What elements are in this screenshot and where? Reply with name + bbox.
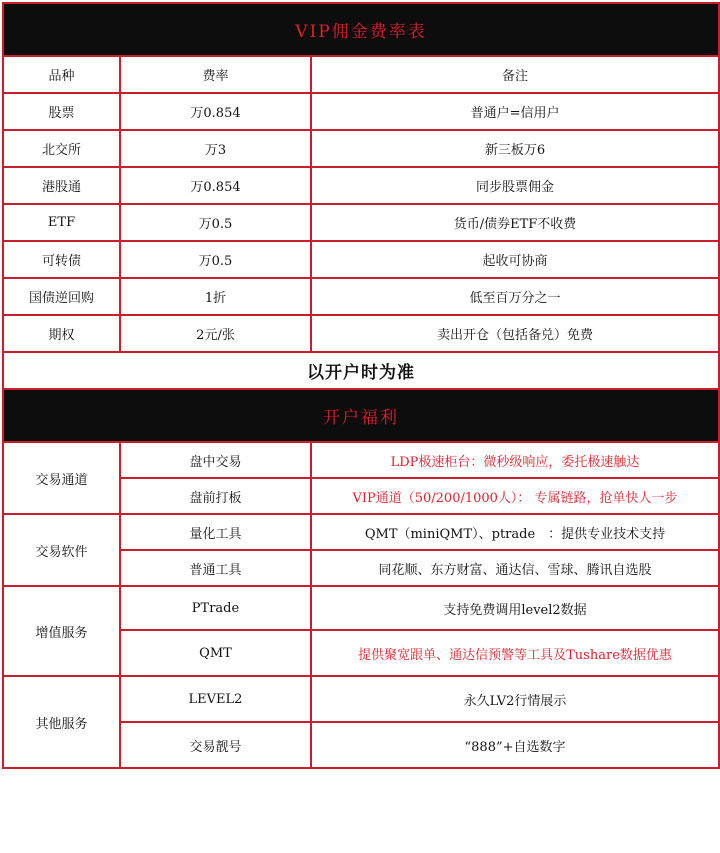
- rate-value: 1折: [120, 278, 311, 315]
- rate-item: 北交所: [3, 130, 120, 167]
- benefit-group: 其他服务: [3, 676, 120, 768]
- benefit-desc: 支持免费调用level2数据: [311, 586, 719, 630]
- rate-item: 港股通: [3, 167, 120, 204]
- rate-value: 万0.5: [120, 204, 311, 241]
- table-title: VIP佣金费率表: [3, 3, 719, 56]
- benefit-group: 交易软件: [3, 514, 120, 586]
- benefit-desc: QMT（miniQMT）、ptrade ：提供专业技术支持: [311, 514, 719, 550]
- table-row: [3, 442, 719, 478]
- benefit-desc: 提供聚宽跟单、通达信预警等工具及Tushare数据优惠: [311, 630, 719, 676]
- benefit-name: QMT: [120, 630, 311, 676]
- benefit-desc: LDP极速柜台：微秒级响应，委托极速触达: [311, 442, 719, 478]
- footer-note: 以开户时为准: [3, 352, 719, 389]
- benefit-name: LEVEL2: [120, 676, 311, 722]
- rate-note: 起收可协商: [311, 241, 719, 278]
- benefit-desc: “888”+自选数字: [311, 722, 719, 768]
- rate-value: 万0.5: [120, 241, 311, 278]
- table-row: [3, 514, 719, 550]
- benefit-name: 普通工具: [120, 550, 311, 586]
- column-header-item: 品种: [3, 56, 120, 93]
- benefit-name: PTrade: [120, 586, 311, 630]
- rate-item: 股票: [3, 93, 120, 130]
- table-row: [3, 241, 719, 278]
- benefit-name: 交易靓号: [120, 722, 311, 768]
- rate-item: 国债逆回购: [3, 278, 120, 315]
- table-row: [3, 93, 719, 130]
- column-header-rate: 费率: [120, 56, 311, 93]
- benefit-name: 量化工具: [120, 514, 311, 550]
- rate-item: 期权: [3, 315, 120, 352]
- rate-note: 低至百万分之一: [311, 278, 719, 315]
- benefit-desc: 永久LV2行情展示: [311, 676, 719, 722]
- table-row: [3, 204, 719, 241]
- benefit-group: 交易通道: [3, 442, 120, 514]
- table-row: [3, 315, 719, 352]
- rate-note: 同步股票佣金: [311, 167, 719, 204]
- rate-value: 2元/张: [120, 315, 311, 352]
- benefit-name: 盘中交易: [120, 442, 311, 478]
- table-row: [3, 586, 719, 630]
- benefit-name: 盘前打板: [120, 478, 311, 514]
- rate-note: 新三板万6: [311, 130, 719, 167]
- rate-value: 万0.854: [120, 93, 311, 130]
- rate-value: 万3: [120, 130, 311, 167]
- rate-note: 卖出开仓（包括备兑）免费: [311, 315, 719, 352]
- benefit-group: 增值服务: [3, 586, 120, 676]
- vip-commission-table: [2, 2, 720, 769]
- table-row: [3, 167, 719, 204]
- table-row: [3, 278, 719, 315]
- rate-note: 普通户=信用户: [311, 93, 719, 130]
- rate-item: ETF: [3, 204, 120, 241]
- benefit-desc: VIP通道（50/200/1000人）： 专属链路，抢单快人一步: [311, 478, 719, 514]
- rate-value: 万0.854: [120, 167, 311, 204]
- table-row: [3, 676, 719, 722]
- benefit-desc: 同花顺、东方财富、通达信、雪球、腾讯自选股: [311, 550, 719, 586]
- table-row: [3, 130, 719, 167]
- rate-note: 货币/债券ETF不收费: [311, 204, 719, 241]
- benefits-title: 开户福利: [3, 389, 719, 442]
- column-header-note: 备注: [311, 56, 719, 93]
- rate-item: 可转债: [3, 241, 120, 278]
